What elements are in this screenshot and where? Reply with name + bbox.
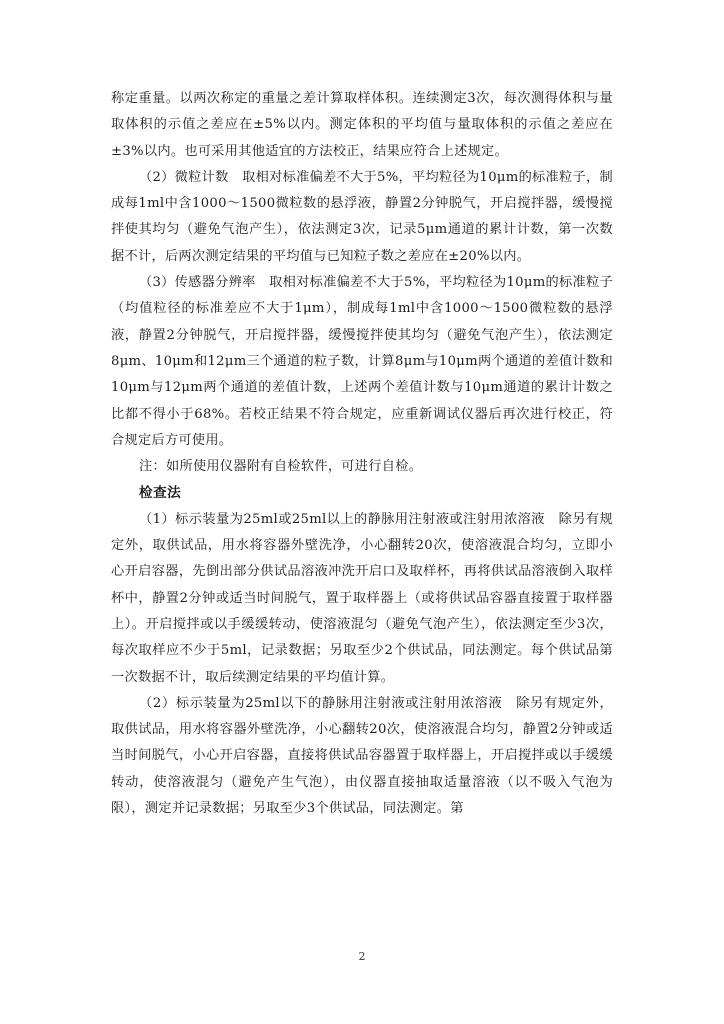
paragraph-volume-calibration-end: 称定重量。以两次称定的重量之差计算取样体积。连续测定3次，每次测得体积与量取体积的示值之差应在±5%以内。测定体积的平均值与量取体积的示值之差应在±3%以内。也可采用其他适宜的方法校正，结果应符合上述规定。 <box>111 91 613 159</box>
paragraph-test-25ml-and-above: （1）标示装量为25ml或25ml以上的静脉用注射液或注射用浓溶液 除另有规定外，取供试品，用水将容器外壁洗净，小心翻转20次，使溶液混合均匀，立即小心开启容器，先倒出部分供试品溶液冲洗开启口及取样杯，再将供试品溶液倒入取样杯中，静置2分钟或适当时间脱气，置于取样器上（或将供试品容器直接置于取样器上）。开启搅拌或以手缓缓转动，使溶液混匀（避免气泡产生），依法测定至少3次，每次取样应不少于5ml，记录数据；另取至少2个供试品，同法测定。每个供试品第一次数据不计，取后续测定结果的平均值计算。 <box>111 511 613 685</box>
paragraph-sensor-resolution: （3）传感器分辨率 取相对标准偏差不大于5%，平均粒径为10μm的标准粒子（均值粒径的标准差应不大于1μm），制成每1ml中含1000～1500微粒数的悬浮液，静置2分钟脱气，开启搅拌器，缓慢搅拌使其均匀（避免气泡产生），依法测定8μm、10μm和12μm三个通道的粒子数，计算8μm与10μm两个通道的差值计数和10μm与12μm两个通道的差值计数，上述两个差值计数与10μm通道的累计计数之比都不得小于68%。若校正结果不符合规定，应重新调试仪器后再次进行校正，符合规定后方可使用。 <box>111 275 613 448</box>
section-heading-test-method: 检查法 <box>139 485 182 502</box>
document-page <box>111 86 613 822</box>
paragraph-particle-count: （2）微粒计数 取相对标准偏差不大于5%，平均粒径为10μm的标准粒子，制成每1ml中含1000～1500微粒数的悬浮液，静置2分钟脱气，开启搅拌器，缓慢搅拌使其均匀（避免气泡产生），依法测定3次，记录5μm通道的累计计数，第一次数据不计，后两次测定结果的平均值与已知粒子数之差应在±20%以内。 <box>111 169 613 264</box>
paragraph-note: 注：如所使用仪器附有自检软件，可进行自检。 <box>139 459 423 475</box>
paragraph-test-below-25ml: （2）标示装量为25ml以下的静脉用注射液或注射用浓溶液 除另有规定外，取供试品，用水将容器外壁洗净，小心翻转20次，使溶液混合均匀，静置2分钟或适当时间脱气，小心开启容器，直接将供试品容器置于取样器上，开启搅拌或以手缓缓转动，使溶液混匀（避免产生气泡），由仪器直接抽取适量溶液（以不吸入气泡为限），测定并记录数据；另取至少3个供试品，同法测定。第 <box>111 695 613 817</box>
page-number: 2 <box>358 950 366 963</box>
